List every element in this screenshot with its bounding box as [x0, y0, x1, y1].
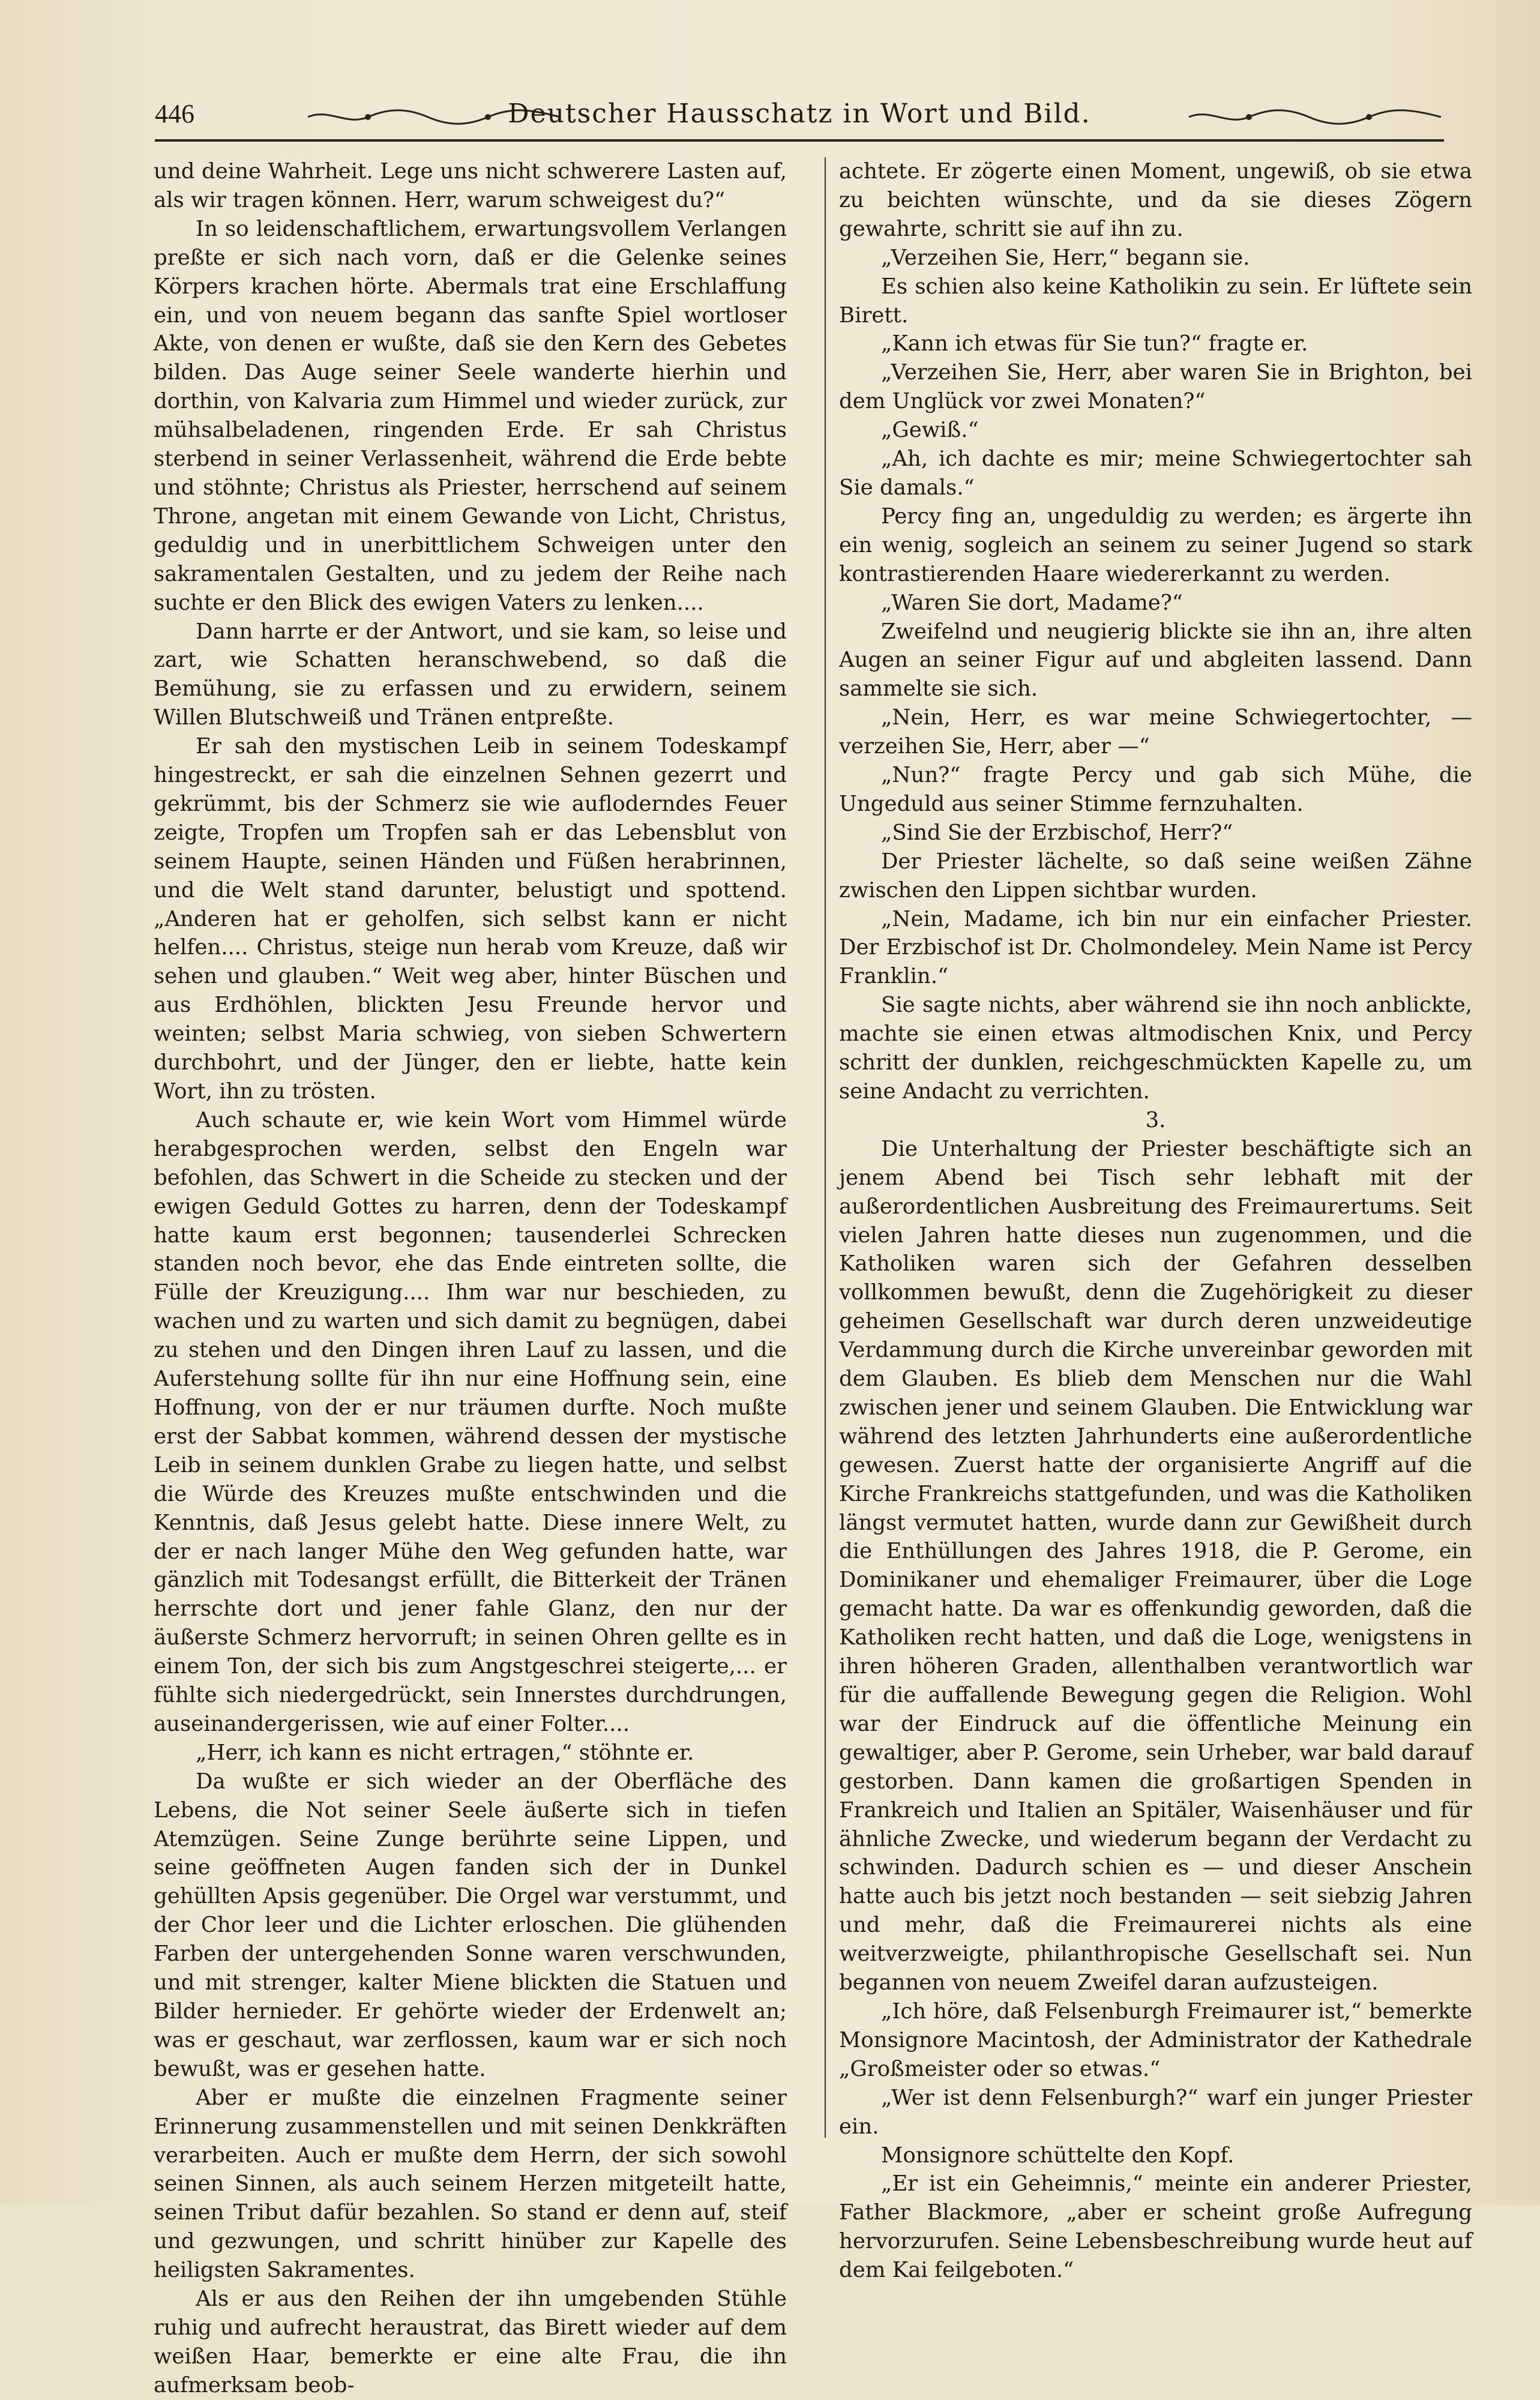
- section-number: 3.: [1145, 1107, 1166, 1132]
- paragraph: Monsignore schüttelte den Kopf.: [881, 2143, 1235, 2168]
- left-column: [154, 157, 787, 2400]
- paragraph: Dann harrte er der Antwort, und sie kam, so leise und zart, wie Schatten heranschwebend, so daß die Bemühung, sie zu erfassen und zu erwidern, seinem Willen Blutschweiß und Tränen entpreßte.: [154, 619, 787, 730]
- paragraph: Als er aus den Reihen der ihn umgebenden Stühle ruhig und aufrecht heraustrat, das Birett wieder auf dem weißen Haar, bemerkte er eine alte Frau, die ihn aufmerksam beob-: [154, 2287, 787, 2398]
- paragraph: „Ich höre, daß Felsenburgh Freimaurer ist,“ bemerkte Monsignore Macintosh, der Administrator der Kathedrale „Großmeister oder so etwas.“: [839, 1998, 1472, 2081]
- paragraph: Zweifelnd und neugierig blickte sie ihn an, ihre alten Augen an seiner Figur auf und abgleiten lassend. Dann sammelte sie sich.: [839, 619, 1472, 702]
- paragraph: Auch schaute er, wie kein Wort vom Himmel würde herabgesprochen werden, selbst den Engeln war befohlen, das Schwert in die Scheide zu stecken und der ewigen Geduld Gottes zu harren, denn der Todeskampf hatte kaum erst begonnen; tausenderlei Schrecken standen noch bevor, ehe das Ende eintreten sollte, die Fülle der Kreuzigung.... Ihm war nur beschieden, zu wachen und zu warten und sich damit zu begnügen, dabei zu stehen und den Dingen ihren Lauf zu lassen, und die Auferstehung sollte für ihn nur eine Hoffnung sein, eine Hoffnung, von der er nur träumen durfte. Noch mußte erst der Sabbat kommen, während dessen der mystische Leib in seinem dunklen Grabe zu liegen hatte, und selbst die Würde des Kreuzes mußte entschwinden und die Kenntnis, daß Jesus gelebt hatte. Diese innere Welt, zu der er nach langer Mühe den Weg gefunden hatte, war gänzlich mit Todesangst erfüllt, die Bitterkeit der Tränen herrschte dort und jener fahle Glanz, den nur der äußerste Schmerz hervorruft; in seinen Ohren gellte es in einem Ton, der sich bis zum Angstgeschrei steigerte,... er fühlte sich niedergedrückt, sein Innerstes durchdrungen, auseinandergerissen, wie auf einer Folter....: [154, 1107, 787, 1736]
- page-header: [155, 96, 1444, 138]
- paragraph: „Waren Sie dort, Madame?“: [881, 590, 1183, 615]
- paragraph: In so leidenschaftlichem, erwartungsvollem Verlangen preßte er sich nach vorn, daß er die Gelenke seines Körpers krachen hörte. Abermals trat eine Erschlaffung ein, und von neuem begann das sanfte Spiel wortloser Akte, von denen er wußte, daß sie den Kern des Gebetes bilden. Das Auge seiner Seele wanderte hierhin und dorthin, von Kalvaria zum Himmel und wieder zurück, zur mühsalbeladenen, ringenden Erde. Er sah Christus sterbend in seiner Verlassenheit, während die Erde bebte und stöhnte; Christus als Priester, herrschend auf seinem Throne, angetan mit einem Gewande von Licht, Christus, geduldig und in unerbittlichem Schweigen unter den sakramentalen Gestalten, und zu jedem der Reihe nach suchte er den Blick des ewigen Vaters zu lenken....: [154, 216, 787, 615]
- paragraph: Sie sagte nichts, aber während sie ihn noch anblickte, machte sie einen etwas altmodischen Knix, und Percy schritt der dunklen, reichgeschmückten Kapelle zu, um seine Andacht zu verrichten.: [839, 993, 1472, 1104]
- header-rule: [155, 139, 1444, 142]
- paragraph: Aber er mußte die einzelnen Fragmente seiner Erinnerung zusammenstellen und mit seinen Denkkräften verarbeiten. Auch er mußte dem Herrn, der sich sowohl seinen Sinnen, als auch seinem Herzen mitgeteilt hatte, seinen Tribut dafür bezahlen. So stand er denn auf, steif und gezwungen, und schritt hinüber zur Kapelle des heiligsten Sakramentes.: [154, 2085, 787, 2283]
- right-ornament-icon: [1186, 107, 1444, 127]
- paragraph: „Kann ich etwas für Sie tun?“ fragte er.: [881, 331, 1308, 356]
- paragraph: Die Unterhaltung der Priester beschäftigte sich an jenem Abend bei Tisch sehr lebhaft mit der außerordentlichen Ausbreitung des Freimaurertums. Seit vielen Jahren hatte dieses nun zugenommen, und die Katholiken waren sich der Gefahren desselben vollkommen bewußt, denn die Zugehörigkeit zu dieser geheimen Gesellschaft war durch deren unzweideutige Verdammung durch die Kirche unvereinbar geworden mit dem Glauben. Es blieb dem Menschen nur die Wahl zwischen jener und seinem Glauben. Die Entwicklung war während des letzten Jahrhunderts eine außerordentliche gewesen. Zuerst hatte der organisierte Angriff auf die Kirche Frankreichs stattgefunden, und was die Katholiken längst vermutet hatten, wurde dann zur Gewißheit durch die Enthüllungen des Jahres 1918, die P. Gerome, ein Dominikaner und ehemaliger Freimaurer, über die Loge gemacht hatte. Da war es offenkundig geworden, daß die Katholiken recht hatten, und daß die Loge, wenigstens in ihren höheren Graden, allenthalben verantwortlich war für die auffallende Bewegung gegen die Religion. Wohl war der Eindruck auf die öffentliche Meinung ein gewaltiger, aber P. Gerome, sein Urheber, war bald darauf gestorben. Dann kamen die großartigen Spenden in Frankreich und Italien an Spitäler, Waisenhäuser und für ähnliche Zwecke, und wiederum begann der Verdacht zu schwinden. Dadurch schien es — und dieser Anschein hatte auch bis jetzt noch bestanden — seit siebzig Jahren und mehr, daß die Freimaurerei nichts als eine weitverzweigte, philanthropische Gesellschaft sei. Nun begannen von neuem Zweifel daran aufzusteigen.: [839, 1136, 1472, 1995]
- paragraph: Es schien also keine Katholikin zu sein. Er lüftete sein Birett.: [839, 274, 1472, 328]
- paragraph: „Nein, Herr, es war meine Schwiegertochter, — verzeihen Sie, Herr, aber —“: [839, 705, 1472, 759]
- paragraph: „Nein, Madame, ich bin nur ein einfacher Priester. Der Erzbischof ist Dr. Cholmondeley. Mein Name ist Percy Franklin.“: [839, 906, 1472, 989]
- paragraph: „Verzeihen Sie, Herr, aber waren Sie in Brighton, bei dem Unglück vor zwei Monaten?“: [839, 360, 1472, 414]
- paragraph: „Wer ist denn Felsenburgh?“ warf ein junger Priester ein.: [839, 2085, 1472, 2139]
- paragraph: und deine Wahrheit. Lege uns nicht schwerere Lasten auf, als wir tragen können. Herr, warum schweigest du?“: [154, 159, 787, 212]
- paragraph: achtete. Er zögerte einen Moment, ungewiß, ob sie etwa zu beichten wünschte, und da sie dieses Zögern gewahrte, schritt sie auf ihn zu.: [839, 159, 1472, 241]
- paragraph: „Ah, ich dachte es mir; meine Schwiegertochter sah Sie damals.“: [839, 447, 1472, 500]
- paragraph: „Verzeihen Sie, Herr,“ begann sie.: [881, 245, 1250, 270]
- paragraph: „Gewiß.“: [881, 418, 979, 443]
- paragraph: „Herr, ich kann es nicht ertragen,“ stöhnte er.: [196, 1740, 694, 1765]
- page-number: 446: [155, 99, 194, 128]
- paragraph: „Nun?“ fragte Percy und gab sich Mühe, die Ungeduld aus seiner Stimme fernzuhalten.: [839, 763, 1472, 816]
- paragraph: „Sind Sie der Erzbischof, Herr?“: [881, 820, 1233, 845]
- column-divider: [825, 157, 826, 2138]
- paragraph: Da wußte er sich wieder an der Oberfläche des Lebens, die Not seiner Seele äußerte sich in tiefen Atemzügen. Seine Zunge berührte seine Lippen, und seine geöffneten Augen fanden sich der in Dunkel gehüllten Apsis gegenüber. Die Orgel war verstummt, und der Chor leer und die Lichter erloschen. Die glühenden Farben der untergehenden Sonne waren verschwunden, und mit strenger, kalter Miene blickten die Statuen und Bilder hernieder. Er gehörte wieder der Erdenwelt an; was er geschaut, war zerflossen, kaum war er sich noch bewußt, was er gesehen hatte.: [154, 1769, 787, 2081]
- paragraph: Der Priester lächelte, so daß seine weißen Zähne zwischen den Lippen sichtbar wurden.: [839, 849, 1472, 903]
- paragraph: „Er ist ein Geheimnis,“ meinte ein anderer Priester, Father Blackmore, „aber er scheint große Aufregung hervorzurufen. Seine Lebensbeschreibung wurde heut auf dem Kai feilgeboten.“: [839, 2171, 1472, 2283]
- paragraph: Percy fing an, ungeduldig zu werden; es ärgerte ihn ein wenig, sogleich an seinem zu seiner Jugend so stark kontrastierenden Haare wiedererkannt zu werden.: [839, 504, 1472, 586]
- paragraph: Er sah den mystischen Leib in seinem Todeskampf hingestreckt, er sah die einzelnen Sehnen gezerrt und gekrümmt, bis der Schmerz sie wie aufloderndes Feuer zeigte, Tropfen um Tropfen sah er das Lebensblut von seinem Haupte, seinen Händen und Füßen herabrinnen, und die Welt stand darunter, belustigt und spottend. „Anderen hat er geholfen, sich selbst kann er nicht helfen.... Christus, steige nun herab vom Kreuze, daß wir sehen und glauben.“ Weit weg aber, hinter Büschen und aus Erdhöhlen, blickten Jesu Freunde hervor und weinten; selbst Maria schwieg, von sieben Schwertern durchbohrt, und der Jünger, den er liebte, hatte kein Wort, ihn zu trösten.: [154, 734, 787, 1104]
- running-title: Deutscher Hausschatz in Wort und Bild.: [508, 98, 1091, 129]
- right-column: [839, 157, 1472, 2285]
